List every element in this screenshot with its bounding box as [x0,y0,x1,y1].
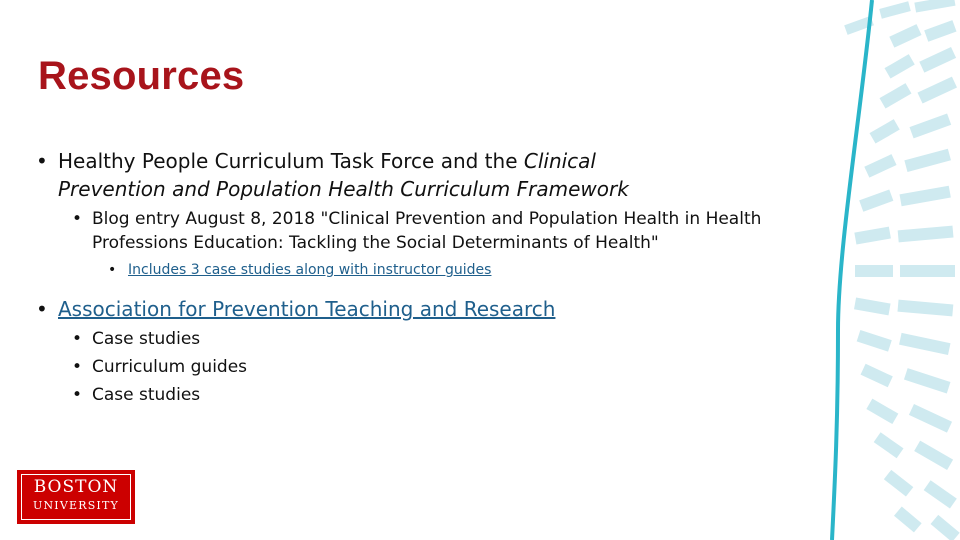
sub-sub-bullet-case-studies [108,259,816,281]
bullet-dot: • [108,262,117,278]
bullet-dot: • [72,385,83,405]
logo-text-university: UNIVERSITY [33,499,119,512]
framework-title-part2: Prevention and Population Health Curriculum Framework [58,177,629,201]
bullet-aptr [36,295,816,323]
bullet-dot: • [72,357,83,377]
bullet-dot: • [36,149,48,173]
aptr-link[interactable]: Association for Prevention Teaching and Research [58,297,556,321]
case-studies-link[interactable]: Includes 3 case studies along with instructor guides [128,262,492,278]
logo-text-boston: BOSTON [33,477,119,497]
bullet-dot: • [72,329,83,349]
sub-item-text: Case studies [92,385,201,405]
bullet-text-prefix: Healthy People Curriculum Task Force and the [58,149,524,173]
slide-content [36,147,816,411]
bullet-healthy-people [36,147,816,203]
blog-entry-text: Blog entry August 8, 2018 "Clinical Prevention and Population Health in Health Professions Education: Tackling the Social Determinants of Health" [92,209,762,253]
slide-title: Resources [38,54,245,98]
sub-bullet-blog-entry [72,207,816,255]
framework-title-part1: Clinical [523,149,596,173]
sub-item-text: Curriculum guides [92,357,248,377]
sub-bullet-item [72,355,816,379]
sub-bullet-item [72,327,816,351]
boston-university-logo [17,470,135,524]
bullet-dot: • [36,297,48,321]
sub-item-text: Case studies [92,329,201,349]
decorative-pattern [800,0,960,540]
sub-bullet-item [72,383,816,407]
bullet-dot: • [72,209,83,229]
